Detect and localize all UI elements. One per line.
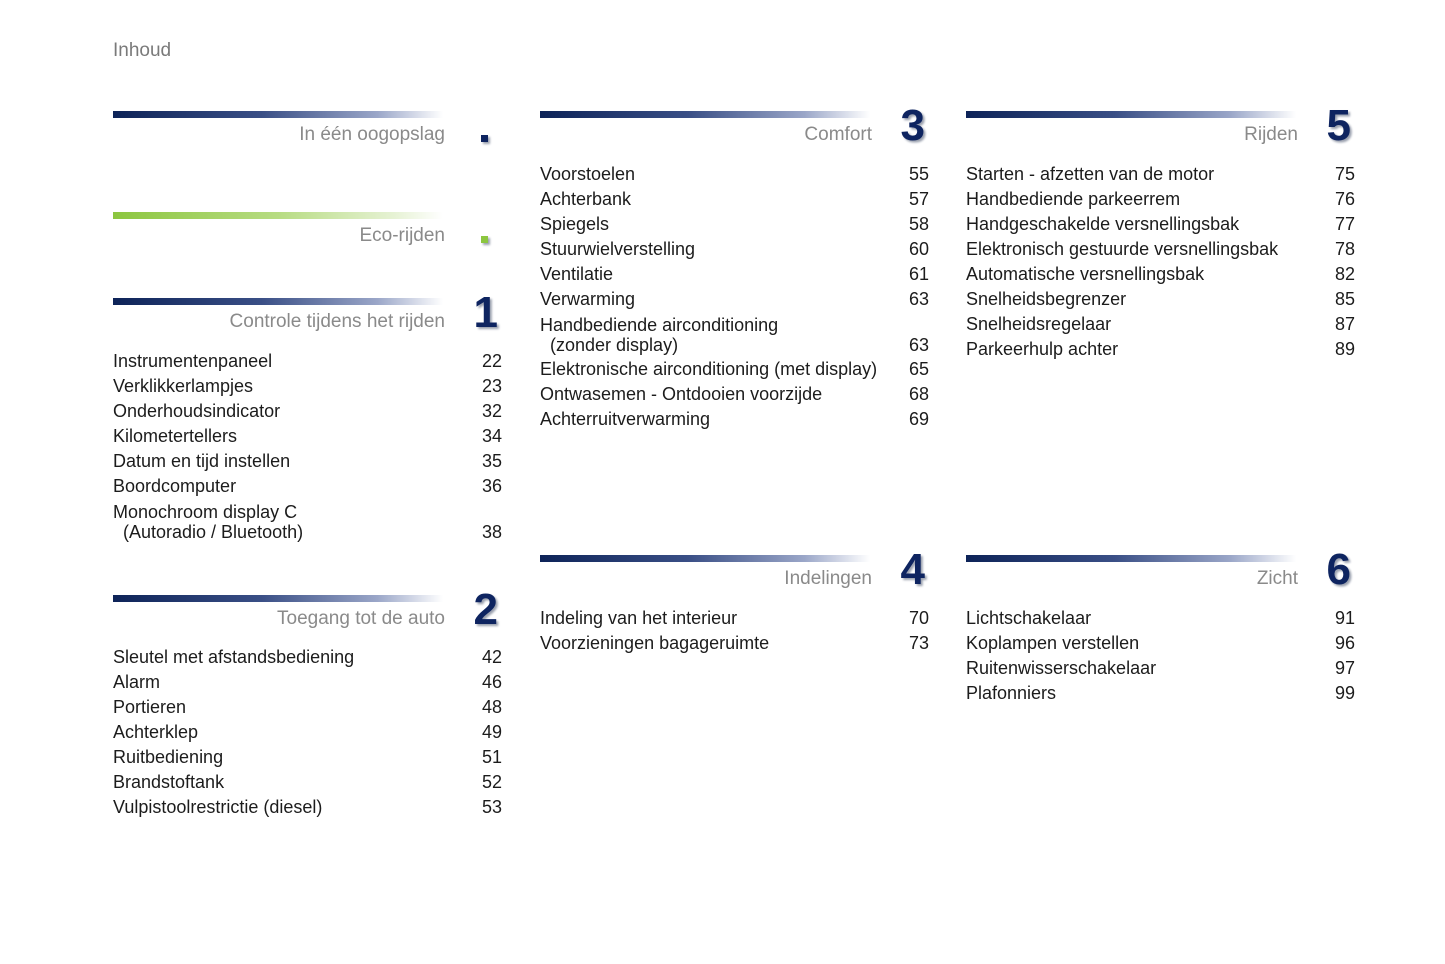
toc-list: [113, 645, 502, 820]
section-glance: [113, 111, 502, 145]
toc-entry[interactable]: Instrumentenpaneel 22: [113, 351, 502, 371]
section-title[interactable]: Zicht: [1256, 568, 1298, 589]
section-1: [113, 288, 502, 542]
toc-entry[interactable]: Achterbank 57: [540, 189, 929, 209]
section-title[interactable]: In één oogopslag: [299, 124, 445, 145]
toc-entry[interactable]: Elektronisch gestuurde versnellingsbak 78: [966, 239, 1355, 259]
toc-entry[interactable]: Snelheidsregelaar 87: [966, 314, 1355, 334]
toc-list: [540, 606, 929, 656]
toc-entry[interactable]: Vulpistoolrestrictie (diesel) 53: [113, 797, 502, 817]
toc-entry[interactable]: Voorstoelen 55: [540, 164, 929, 184]
toc-entry[interactable]: Ventilatie 61: [540, 264, 929, 284]
toc-entry[interactable]: Stuurwielverstelling 60: [540, 239, 929, 259]
toc-entry[interactable]: Automatische versnellingsbak 82: [966, 264, 1355, 284]
toc-entry[interactable]: Indeling van het interieur 70: [540, 608, 929, 628]
section-3: [540, 101, 929, 429]
toc-entry[interactable]: Voorzieningen bagageruimte 73: [540, 633, 929, 653]
toc-list: [966, 606, 1355, 706]
toc-entry[interactable]: Portieren 48: [113, 697, 502, 717]
section-number: 3: [900, 101, 925, 150]
toc-entry[interactable]: Lichtschakelaar 91: [966, 608, 1355, 628]
section-bar: [966, 111, 1296, 118]
toc-entry[interactable]: Brandstoftank 52: [113, 772, 502, 792]
section-bar: [113, 595, 443, 602]
toc-entry[interactable]: Parkeerhulp achter 89: [966, 339, 1355, 359]
section-bar: [540, 555, 870, 562]
toc-entry[interactable]: Plafonniers 99: [966, 683, 1355, 703]
section-title[interactable]: Toegang tot de auto: [277, 608, 445, 629]
toc-entry[interactable]: Monochroom display C (Autoradio / Bluetooth) 38: [113, 502, 502, 542]
toc-entry[interactable]: Onderhoudsindicator 32: [113, 401, 502, 421]
toc-list: [113, 349, 502, 542]
toc-entry[interactable]: Ruitbediening 51: [113, 747, 502, 767]
section-bar: [966, 555, 1296, 562]
page-title: Inhoud: [113, 40, 172, 61]
section-5: [966, 101, 1355, 359]
section-number: 6: [1326, 545, 1351, 594]
toc-list: [540, 162, 929, 432]
section-2: [113, 585, 502, 817]
toc-entry[interactable]: Alarm 46: [113, 672, 502, 692]
toc-entry[interactable]: Ontwasemen - Ontdooien voorzijde 68: [540, 384, 929, 404]
section-number: 2: [473, 585, 498, 634]
section-title[interactable]: Eco-rijden: [359, 225, 445, 246]
section-title[interactable]: Comfort: [804, 124, 872, 145]
toc-entry[interactable]: Datum en tijd instellen 35: [113, 451, 502, 471]
section-6: [966, 545, 1355, 703]
toc-entry[interactable]: Snelheidsbegrenzer 85: [966, 289, 1355, 309]
toc-entry[interactable]: Handbediende airconditioning (zonder display) 63: [540, 315, 929, 355]
section-marker-dot: [481, 135, 488, 142]
section-bar: [113, 212, 443, 219]
section-bar: [540, 111, 870, 118]
section-marker-dot: [481, 236, 488, 243]
section-title[interactable]: Controle tijdens het rijden: [229, 311, 445, 332]
section-eco: [113, 212, 502, 246]
toc-entry[interactable]: Starten - afzetten van de motor 75: [966, 164, 1355, 184]
section-number: 1: [473, 288, 498, 337]
toc-entry[interactable]: Handgeschakelde versnellingsbak 77: [966, 214, 1355, 234]
toc-entry[interactable]: Ruitenwisserschakelaar 97: [966, 658, 1355, 678]
section-title[interactable]: Rijden: [1244, 124, 1298, 145]
toc-entry[interactable]: Boordcomputer 36: [113, 476, 502, 496]
toc-entry[interactable]: Verwarming 63: [540, 289, 929, 309]
toc-entry[interactable]: Handbediende parkeerrem 76: [966, 189, 1355, 209]
toc-entry[interactable]: Achterruitverwarming 69: [540, 409, 929, 429]
toc-list: [966, 162, 1355, 362]
section-title[interactable]: Indelingen: [784, 568, 872, 589]
toc-entry[interactable]: Achterklep 49: [113, 722, 502, 742]
section-4: [540, 545, 929, 653]
toc-entry[interactable]: Elektronische airconditioning (met display) 65: [540, 359, 929, 379]
toc-entry[interactable]: Verklikkerlampjes 23: [113, 376, 502, 396]
section-number: 4: [900, 545, 925, 594]
section-bar: [113, 298, 443, 305]
toc-entry[interactable]: Kilometertellers 34: [113, 426, 502, 446]
toc-entry[interactable]: Spiegels 58: [540, 214, 929, 234]
section-number: 5: [1326, 101, 1351, 150]
section-bar: [113, 111, 443, 118]
toc-entry[interactable]: Sleutel met afstandsbediening 42: [113, 647, 502, 667]
toc-entry[interactable]: Koplampen verstellen 96: [966, 633, 1355, 653]
